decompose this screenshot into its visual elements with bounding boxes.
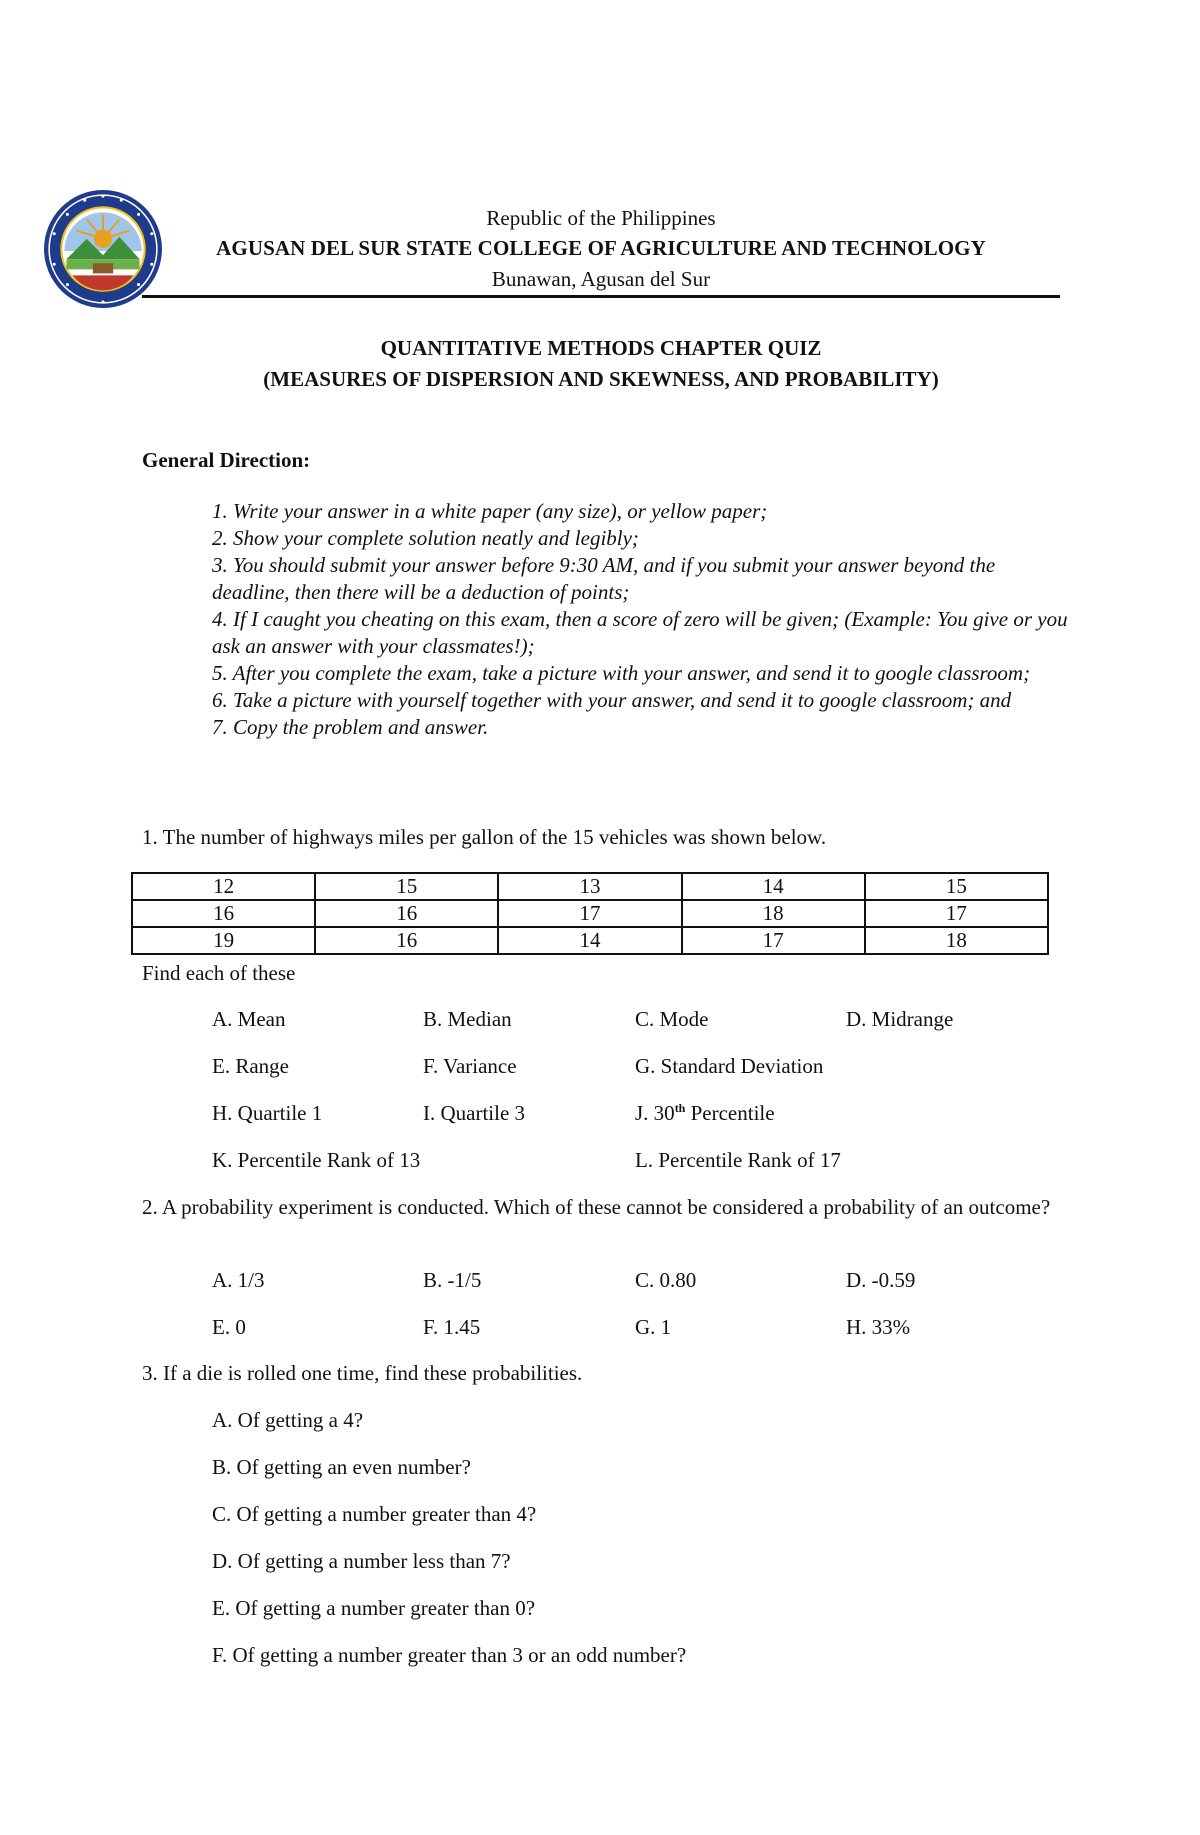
quiz-subtitle: (MEASURES OF DISPERSION AND SKEWNESS, AND PROBABILITY) [263, 367, 939, 391]
q2-option-b: B. -1/5 [423, 1268, 482, 1292]
q2-option-a: A. 1/3 [212, 1268, 265, 1292]
q2-option-h: H. 33% [846, 1315, 911, 1339]
q3-option-c: C. Of getting a number greater than 4? [212, 1502, 537, 1526]
republic-line: Republic of the Philippines [486, 206, 716, 230]
table-cell: 18 [682, 900, 865, 927]
q3-option-d: D. Of getting a number less than 7? [212, 1549, 511, 1573]
college-name: AGUSAN DEL SUR STATE COLLEGE OF AGRICULTURE AND TECHNOLOGY [216, 236, 986, 260]
direction-item: 4. If I caught you cheating on this exam, then a score of zero will be given; (Example: You give or you ask an answer with your classmates!); [212, 607, 1068, 658]
table-cell: 19 [132, 927, 315, 954]
q3-option-b: B. Of getting an even number? [212, 1455, 471, 1479]
q1-option-a: A. Mean [212, 1007, 286, 1031]
table-row [132, 900, 1048, 927]
q2-option-f: F. 1.45 [423, 1315, 481, 1339]
question-2-text: 2. A probability experiment is conducted. Which of these cannot be considered a probability of an outcome? [142, 1195, 1051, 1219]
q1-option-j [635, 1101, 775, 1126]
table-cell: 17 [682, 927, 865, 954]
q2-option-e: E. 0 [212, 1315, 246, 1339]
direction-item: 5. After you complete the exam, take a picture with your answer, and send it to google classroom; [212, 661, 1031, 685]
table-cell: 17 [865, 900, 1048, 927]
q1-option-e: E. Range [212, 1054, 289, 1078]
table-cell: 17 [498, 900, 681, 927]
table-cell: 14 [498, 927, 681, 954]
q2-option-c: C. 0.80 [635, 1268, 697, 1292]
q1-option-l: L. Percentile Rank of 17 [635, 1148, 841, 1172]
college-location: Bunawan, Agusan del Sur [491, 267, 711, 291]
q3-option-f: F. Of getting a number greater than 3 or an odd number? [212, 1643, 687, 1667]
q1-option-h: H. Quartile 1 [212, 1101, 323, 1125]
table-row [132, 873, 1048, 900]
direction-list [212, 498, 1072, 741]
table-cell: 16 [132, 900, 315, 927]
q1-option-j-superscript: th [674, 1101, 686, 1115]
q3-option-a: A. Of getting a 4? [212, 1408, 364, 1432]
table-row [132, 927, 1048, 954]
table-cell: 14 [682, 873, 865, 900]
direction-item: 1. Write your answer in a white paper (any size), or yellow paper; [212, 499, 768, 523]
table-cell: 16 [315, 927, 498, 954]
q1-option-i: I. Quartile 3 [423, 1101, 526, 1125]
mpg-data-table [131, 872, 1049, 955]
table-cell: 13 [498, 873, 681, 900]
table-cell: 12 [132, 873, 315, 900]
quiz-title: QUANTITATIVE METHODS CHAPTER QUIZ [380, 336, 822, 360]
table-cell: 18 [865, 927, 1048, 954]
direction-item: 2. Show your complete solution neatly and legibly; [212, 526, 639, 550]
q3-option-e: E. Of getting a number greater than 0? [212, 1596, 536, 1620]
q1-option-f: F. Variance [423, 1054, 517, 1078]
q1-option-c: C. Mode [635, 1007, 709, 1031]
header-divider [142, 295, 1060, 298]
q1-option-k: K. Percentile Rank of 13 [212, 1148, 421, 1172]
general-direction-label: General Direction: [142, 448, 311, 472]
question-1-find-text: Find each of these [142, 961, 296, 985]
direction-item: 3. You should submit your answer before 9:30 AM, and if you submit your answer beyond the deadline, then there will be a deduction of points; [212, 553, 996, 604]
table-cell: 15 [315, 873, 498, 900]
direction-item: 7. Copy the problem and answer. [212, 715, 489, 739]
question-1-text: 1. The number of highways miles per gallon of the 15 vehicles was shown below. [142, 825, 827, 849]
q1-option-b: B. Median [423, 1007, 512, 1031]
q2-option-g: G. 1 [635, 1315, 672, 1339]
direction-item: 6. Take a picture with yourself together with your answer, and send it to google classroom; and [212, 688, 1012, 712]
q1-option-g: G. Standard Deviation [635, 1054, 824, 1078]
question-3-text: 3. If a die is rolled one time, find these probabilities. [142, 1361, 583, 1385]
q1-option-j-prefix: J. 30 [635, 1101, 675, 1125]
q1-option-d: D. Midrange [846, 1007, 954, 1031]
q1-option-j-suffix: Percentile [685, 1101, 775, 1125]
table-cell: 15 [865, 873, 1048, 900]
table-cell: 16 [315, 900, 498, 927]
q2-option-d: D. -0.59 [846, 1268, 916, 1292]
